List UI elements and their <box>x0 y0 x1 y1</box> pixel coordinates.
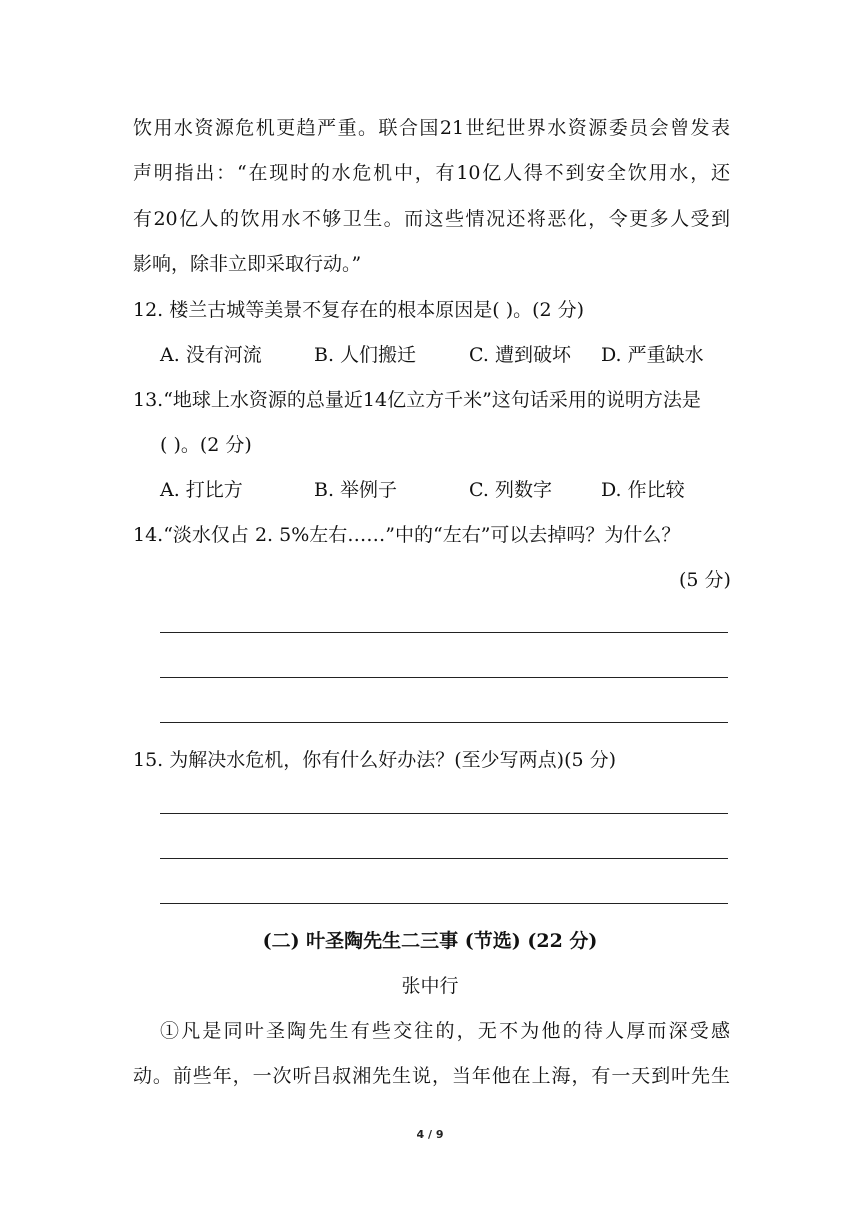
question-12-stem: 12. 楼兰古城等美景不复存在的根本原因是( )。(2 分) <box>133 299 585 321</box>
section-2-heading: (二) 叶圣陶先生二三事 (节选) (22 分) <box>262 930 598 952</box>
q12-option-b[interactable]: B. 人们搬迁 <box>314 344 417 366</box>
q13-option-d[interactable]: D. 作比较 <box>601 479 685 501</box>
passage-line-3: 有20亿人的饮用水不够卫生。而这些情况还将恶化，令更多人受到 <box>133 208 730 230</box>
q13-option-a[interactable]: A. 打比方 <box>160 479 243 501</box>
passage-line-2: 声明指出：“在现时的水危机中，有10亿人得不到安全饮用水，还 <box>133 162 730 184</box>
question-15-stem: 15. 为解决水危机，你有什么好办法？(至少写两点)(5 分) <box>133 749 617 771</box>
q14-answer-line-2[interactable] <box>160 677 728 678</box>
question-14-score: (5 分) <box>679 569 731 591</box>
q13-option-b[interactable]: B. 举例子 <box>314 479 398 501</box>
section-2-line-1: ①凡是同叶圣陶先生有些交往的，无不为他的待人厚而深受感 <box>160 1020 730 1042</box>
q15-answer-line-2[interactable] <box>160 858 728 859</box>
page-number: 4 / 9 <box>416 1128 444 1141</box>
q12-option-d[interactable]: D. 严重缺水 <box>601 344 704 366</box>
q14-answer-line-1[interactable] <box>160 632 728 633</box>
q15-answer-line-3[interactable] <box>160 903 728 904</box>
passage-line-1: 饮用水资源危机更趋严重。联合国21世纪世界水资源委员会曾发表 <box>133 117 730 139</box>
q13-option-c[interactable]: C. 列数字 <box>469 479 552 501</box>
passage-line-4: 影响，除非立即采取行动。” <box>133 253 362 275</box>
q14-answer-line-3[interactable] <box>160 722 728 723</box>
question-13-stem: 13.“地球上水资源的总量近14亿立方千米”这句话采用的说明方法是 <box>133 389 701 411</box>
question-14-stem: 14.“淡水仅占 2. 5%左右……”中的“左右”可以去掉吗？为什么？ <box>133 524 681 546</box>
section-2-line-2: 动。前些年，一次听吕叔湘先生说，当年他在上海，有一天到叶先生 <box>133 1065 730 1087</box>
section-2-author: 张中行 <box>401 975 459 997</box>
q12-option-a[interactable]: A. 没有河流 <box>160 344 262 366</box>
q12-option-c[interactable]: C. 遭到破坏 <box>469 344 571 366</box>
question-13-stem-continued: ( )。(2 分) <box>160 434 252 456</box>
q15-answer-line-1[interactable] <box>160 813 728 814</box>
